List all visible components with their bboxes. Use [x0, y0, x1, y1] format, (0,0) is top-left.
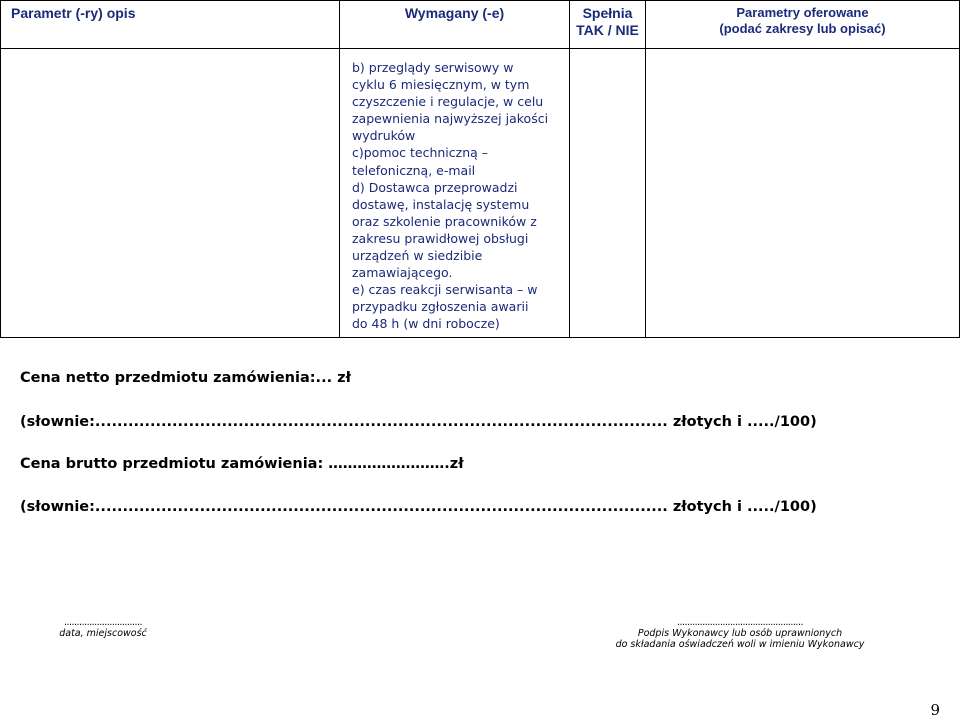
- contractor-signature-dots: ..................................................: [677, 617, 803, 628]
- net-price-line: Cena netto przedmiotu zamówienia:... zł: [20, 370, 351, 386]
- date-place-label: data, miejscowość: [59, 628, 147, 639]
- date-place-dots: ...............................: [63, 617, 143, 628]
- cell-offered[interactable]: [646, 49, 960, 338]
- net-price-in-words: (słownie:........................................................................................................ złotych i ...../100): [20, 414, 817, 430]
- page-number: 9: [930, 701, 940, 719]
- contractor-signature-label-2: do składania oświadczeń woli w imieniu Wykonawcy: [615, 639, 865, 650]
- header-offered-sub: (podać zakresy lub opisać): [719, 21, 886, 36]
- header-required: Wymagany (-e): [340, 1, 570, 49]
- header-offered-label: Parametry oferowane: [736, 5, 869, 20]
- date-place-signature: [18, 617, 188, 639]
- gross-price-line: Cena brutto przedmiotu zamówienia: …………………….zł: [20, 456, 464, 472]
- table-row: [1, 49, 960, 338]
- required-text: b) przeglądy serwisowy w cyklu 6 miesięcznym, w tym czyszczenie i regulacje, w celu zapewnienia najwyższej jakości wydruków c)pomoc techniczną – telefoniczną, e-mail d) Dostawca przeprowadzi dostawę, instalację systemu oraz szkolenie pracowników z zakresu prawidłowej obsługi urządzeń w siedzibie zamawiającego. e) czas reakcji serwisanta – w przypadku zgłoszenia awarii do 48 h (w dni robocze): [352, 60, 549, 332]
- cell-meets[interactable]: [570, 49, 646, 338]
- contractor-signature: [560, 617, 920, 650]
- table-header-row: [1, 1, 960, 49]
- contractor-signature-label-1: Podpis Wykonawcy lub osób uprawnionych: [637, 628, 843, 639]
- header-meets-sub: TAK / NIE: [576, 22, 639, 38]
- cell-required: [340, 49, 570, 338]
- header-meets-label: Spełnia: [582, 5, 633, 21]
- gross-price-in-words: (słownie:........................................................................................................ złotych i ...../100): [20, 499, 817, 515]
- header-offered: [646, 1, 960, 49]
- header-meets: [570, 1, 646, 49]
- specification-table: [0, 0, 960, 338]
- cell-param[interactable]: [1, 49, 340, 338]
- header-param: Parametr (-ry) opis: [1, 1, 340, 49]
